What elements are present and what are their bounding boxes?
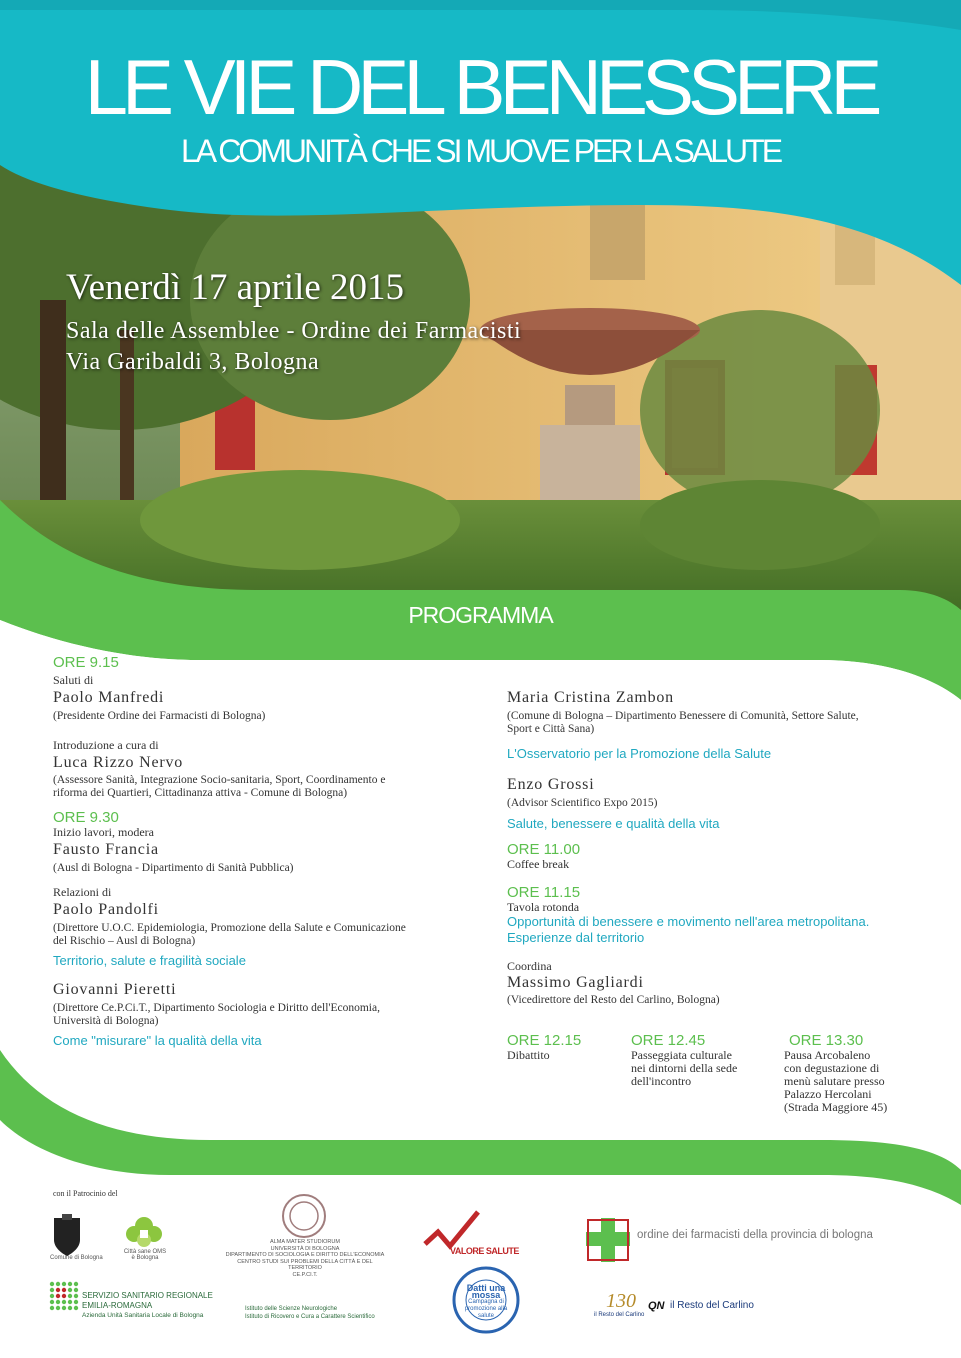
event-address: Via Garibaldi 3, Bologna — [66, 349, 320, 375]
speaker-name: Maria Cristina Zambon — [507, 689, 674, 706]
time-label: ORE 12.45 — [631, 1032, 706, 1049]
citta-sane-label: Città sane OMS è Bologna — [123, 1249, 167, 1261]
patrocinio-label: con il Patrocinio del — [53, 1189, 118, 1198]
intro-label: Inizio lavori, modera — [53, 825, 154, 839]
schedule-label: Coffee break — [507, 857, 570, 871]
unibo-logo-text: ALMA MATER STUDIORUM UNIVERSITÀ DI BOLOGNA DIPARTIMENTO DI SOCIOLOGIA E DIRITTO DELL'ECONOMIA CENTRO STUDI SUI PROBLEMI DELLA CITTÀ E DEL TERRITORIO CE.P.CI.T. — [225, 1239, 385, 1278]
speaker-name: Giovanni Pieretti — [53, 981, 177, 998]
schedule-label: Dibattito — [507, 1048, 550, 1062]
event-place: Sala delle Assemblee - Ordine dei Farmacisti — [66, 318, 522, 344]
speaker-role: (Comune di Bologna – Dipartimento Benessere di Comunità, Settore Salute, — [507, 710, 859, 722]
speaker-name: Paolo Manfredi — [53, 689, 165, 706]
ordine-farmacisti-label: ordine dei farmacisti della provincia di bologna — [637, 1229, 873, 1241]
speaker-role: (Direttore Ce.P.Ci.T., Dipartimento Sociologia e Diritto dell'Economia, — [53, 1002, 380, 1014]
time-label: ORE 12.15 — [507, 1032, 582, 1049]
program-right-column — [507, 689, 927, 1007]
carlino-small-label: il Resto del Carlino — [594, 1312, 645, 1318]
valore-salute-label: VALORE SALUTE — [450, 1246, 519, 1256]
carlino-130-number: 130 — [606, 1290, 636, 1312]
schedule-label: con degustazione di — [784, 1061, 880, 1075]
speaker-name: Massimo Gagliardi — [507, 974, 644, 991]
speaker-name: Fausto Francia — [53, 841, 159, 858]
intro-label: Relazioni di — [53, 885, 112, 899]
program-left-column — [53, 654, 473, 1049]
speaker-role: (Direttore U.O.C. Epidemiologia, Promozione della Salute e Comunicazione — [53, 922, 406, 934]
speaker-role: Sport e Città Sana) — [507, 723, 595, 735]
speaker-name: Paolo Pandolfi — [53, 901, 159, 918]
programma-heading: PROGRAMMA — [408, 602, 553, 628]
speaker-role: del Rischio – Ausl di Bologna) — [53, 935, 196, 947]
qn-logo: QN — [648, 1300, 665, 1312]
final-slot-2 — [631, 1032, 776, 1088]
talk-topic: Territorio, salute e fragilità sociale — [53, 953, 246, 968]
schedule-label: Tavola rotonda — [507, 900, 580, 914]
event-date: Venerdì 17 aprile 2015 — [66, 267, 405, 308]
time-label: ORE 11.15 — [507, 884, 581, 901]
time-label: ORE 9.15 — [53, 654, 119, 671]
speaker-role: Università di Bologna) — [53, 1015, 159, 1027]
schedule-label: Pausa Arcobaleno — [784, 1048, 871, 1062]
speaker-role: (Ausl di Bologna - Dipartimento di Sanità Pubblica) — [53, 862, 294, 874]
final-slot-3 — [784, 1032, 944, 1114]
speaker-name: Enzo Grossi — [507, 776, 595, 793]
intro-label: Coordina — [507, 959, 552, 973]
speaker-role: riforma dei Quartieri, Cittadinanza attiva - Comune di Bologna) — [53, 787, 348, 799]
talk-topic: Opportunità di benessere e movimento nell'area metropolitana. — [507, 914, 870, 929]
intro-label: Introduzione a cura di — [53, 738, 159, 752]
speaker-role: (Presidente Ordine dei Farmacisti di Bologna) — [53, 710, 266, 722]
final-slot-1 — [507, 1032, 622, 1062]
schedule-label: nei dintorni della sede — [631, 1061, 738, 1075]
schedule-label: (Strada Maggiore 45) — [784, 1100, 888, 1114]
page-subtitle: LA COMUNITÀ CHE SI MUOVE PER LA SALUTE — [180, 133, 781, 169]
schedule-label: Palazzo Hercolani — [784, 1087, 872, 1101]
talk-topic: Salute, benessere e qualità della vita — [507, 816, 720, 831]
schedule-label: dell'incontro — [631, 1074, 692, 1088]
comune-logo-label: Comune di Bologna — [50, 1255, 103, 1261]
talk-topic: Esperienze dal territorio — [507, 930, 645, 945]
speaker-name: Luca Rizzo Nervo — [53, 754, 184, 771]
talk-topic: Come "misurare" la qualità della vita — [53, 1033, 262, 1048]
speaker-role: (Assessore Sanità, Integrazione Socio-sanitaria, Sport, Coordinamento e — [53, 774, 386, 786]
time-label: ORE 13.30 — [789, 1032, 864, 1049]
intro-label: Saluti di — [53, 673, 94, 687]
speaker-role: (Advisor Scientifico Expo 2015) — [507, 797, 658, 809]
ssr-logo-text: SERVIZIO SANITARIO REGIONALE EMILIA-ROMAGNA Azienda Unità Sanitaria Locale di Bologna — [82, 1291, 213, 1319]
time-label: ORE 9.30 — [53, 809, 119, 826]
speaker-role: (Vicedirettore del Resto del Carlino, Bologna) — [507, 994, 720, 1006]
page-title: LE VIE DEL BENESSERE — [84, 43, 877, 131]
isn-logo-text: Istituto delle Scienze Neurologiche Istituto di Ricovero e Cura a Carattere Scientifico — [245, 1306, 375, 1320]
datti-una-mossa-text: Datti una mossa Campagna di promozione alla salute — [464, 1283, 508, 1319]
carlino-logo-label: il Resto del Carlino — [670, 1300, 754, 1311]
schedule-label: Passeggiata culturale — [631, 1048, 732, 1062]
schedule-label: menù salutare presso — [784, 1074, 885, 1088]
talk-topic: L'Osservatorio per la Promozione della Salute — [507, 746, 772, 761]
time-label: ORE 11.00 — [507, 841, 581, 858]
